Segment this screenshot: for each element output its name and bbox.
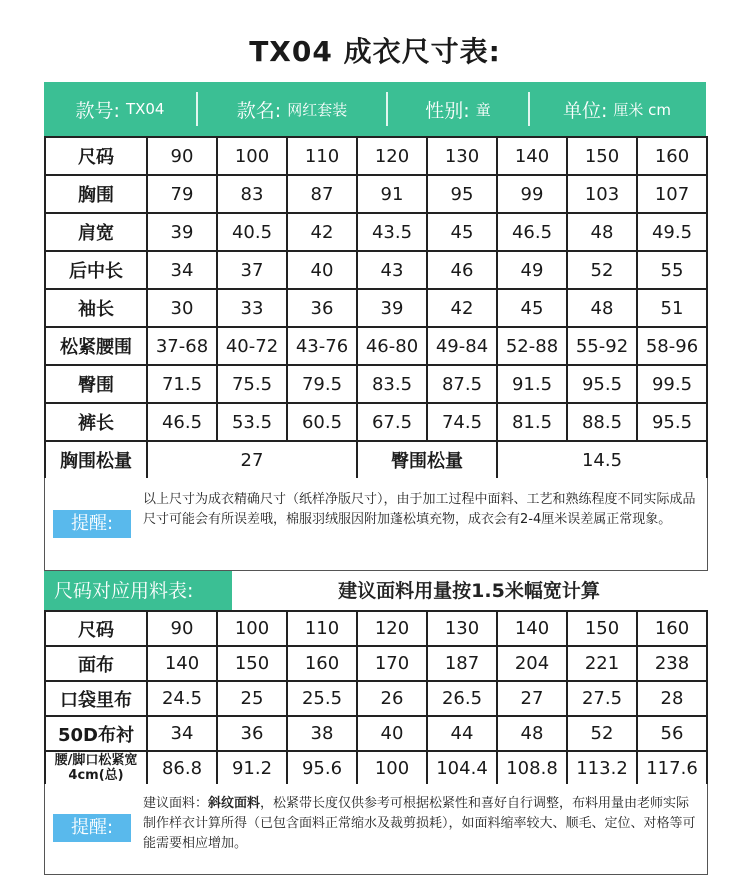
value-cell: 34 xyxy=(147,251,217,289)
value-cell: 52 xyxy=(567,251,637,289)
gender-label: 性别: xyxy=(425,99,470,122)
value-cell: 45 xyxy=(427,213,497,251)
value-cell: 87.5 xyxy=(427,365,497,403)
fabric-table xyxy=(44,610,708,786)
value-cell: 79 xyxy=(147,175,217,213)
page-title: TX04 成衣尺寸表: xyxy=(249,35,501,68)
value-cell: 43-76 xyxy=(287,327,357,365)
size-cell: 90 xyxy=(147,137,217,175)
value-cell: 113.2 xyxy=(567,751,637,785)
table-header-row xyxy=(45,137,707,175)
value-cell: 79.5 xyxy=(287,365,357,403)
unit-value: 厘米 cm xyxy=(613,100,672,119)
fabric-strip xyxy=(44,570,706,611)
value-cell: 44 xyxy=(427,716,497,751)
value-cell: 40 xyxy=(357,716,427,751)
chest-ease-label: 胸围松量 xyxy=(45,441,147,479)
gender-value: 童 xyxy=(475,100,491,119)
value-cell: 238 xyxy=(637,646,707,681)
size-cell: 150 xyxy=(567,137,637,175)
ease-row xyxy=(45,441,707,479)
size-table xyxy=(44,136,708,480)
value-cell: 52-88 xyxy=(497,327,567,365)
value-cell: 71.5 xyxy=(147,365,217,403)
value-cell: 95.6 xyxy=(287,751,357,785)
value-cell: 45 xyxy=(497,289,567,327)
value-cell: 55-92 xyxy=(567,327,637,365)
row-label-cell: 后中长 xyxy=(45,251,147,289)
value-cell: 49.5 xyxy=(637,213,707,251)
value-cell: 221 xyxy=(567,646,637,681)
size-header-cell: 尺码 xyxy=(45,611,147,646)
table-row xyxy=(45,646,707,681)
value-cell: 56 xyxy=(637,716,707,751)
fabric-strip-label: 尺码对应用料表: xyxy=(44,571,232,611)
chest-ease-value: 27 xyxy=(147,441,357,479)
table-row xyxy=(45,716,707,751)
row-label-cell: 臀围 xyxy=(45,365,147,403)
name-label: 款名: xyxy=(236,99,282,122)
info-divider xyxy=(386,92,388,126)
fabric-reminder-rest: ，松紧带长度仅供参考可根据松紧性和喜好自行调整，布料用量由老师实际制作样衣计算所得（已包含面料正常缩水及裁剪损耗），如面料缩率较大、顺毛、定位、对格等可能需要相应增加。 xyxy=(143,796,696,851)
info-divider xyxy=(196,92,198,126)
value-cell: 104.4 xyxy=(427,751,497,785)
value-cell: 52 xyxy=(567,716,637,751)
value-cell: 140 xyxy=(147,646,217,681)
table-row xyxy=(45,403,707,441)
reminder-box xyxy=(44,478,708,571)
value-cell: 81.5 xyxy=(497,403,567,441)
style-no-cell xyxy=(44,82,196,136)
value-cell: 103 xyxy=(567,175,637,213)
row-label-cell: 50D布衬 xyxy=(45,716,147,751)
value-cell: 42 xyxy=(287,213,357,251)
value-cell: 39 xyxy=(147,213,217,251)
value-cell: 25.5 xyxy=(287,681,357,716)
value-cell: 75.5 xyxy=(217,365,287,403)
value-cell: 26 xyxy=(357,681,427,716)
value-cell: 117.6 xyxy=(637,751,707,785)
fabric-reminder-box xyxy=(44,784,708,875)
value-cell: 86.8 xyxy=(147,751,217,785)
size-cell: 100 xyxy=(217,137,287,175)
row-label-cell: 松紧腰围 xyxy=(45,327,147,365)
value-cell: 43 xyxy=(357,251,427,289)
table-row xyxy=(45,751,707,785)
size-cell: 140 xyxy=(497,137,567,175)
value-cell: 107 xyxy=(637,175,707,213)
row-label-cell: 口袋里布 xyxy=(45,681,147,716)
table-row xyxy=(45,327,707,365)
fabric-reminder-bold: 斜纹面料 xyxy=(208,796,261,811)
table-row xyxy=(45,251,707,289)
value-cell: 26.5 xyxy=(427,681,497,716)
value-cell: 91.5 xyxy=(497,365,567,403)
value-cell: 48 xyxy=(567,289,637,327)
table-header-row xyxy=(45,611,707,646)
hip-ease-value: 14.5 xyxy=(497,441,707,479)
value-cell: 30 xyxy=(147,289,217,327)
info-bar xyxy=(44,82,706,136)
size-header-cell: 尺码 xyxy=(45,137,147,175)
value-cell: 40 xyxy=(287,251,357,289)
value-cell: 108.8 xyxy=(497,751,567,785)
value-cell: 25 xyxy=(217,681,287,716)
value-cell: 87 xyxy=(287,175,357,213)
value-cell: 42 xyxy=(427,289,497,327)
value-cell: 36 xyxy=(217,716,287,751)
value-cell: 39 xyxy=(357,289,427,327)
table-row xyxy=(45,175,707,213)
size-cell: 130 xyxy=(427,137,497,175)
value-cell: 51 xyxy=(637,289,707,327)
size-cell: 110 xyxy=(287,137,357,175)
value-cell: 55 xyxy=(637,251,707,289)
fabric-reminder-prefix: 建议面料： xyxy=(143,796,209,811)
value-cell: 91.2 xyxy=(217,751,287,785)
row-label-cell: 肩宽 xyxy=(45,213,147,251)
value-cell: 99 xyxy=(497,175,567,213)
unit-label: 单位: xyxy=(562,99,608,122)
value-cell: 27 xyxy=(497,681,567,716)
table-row xyxy=(45,365,707,403)
name-value: 网红套装 xyxy=(287,100,348,119)
table-row xyxy=(45,213,707,251)
value-cell: 49-84 xyxy=(427,327,497,365)
value-cell: 160 xyxy=(287,646,357,681)
value-cell: 95 xyxy=(427,175,497,213)
value-cell: 24.5 xyxy=(147,681,217,716)
value-cell: 27.5 xyxy=(567,681,637,716)
value-cell: 83 xyxy=(217,175,287,213)
value-cell: 46 xyxy=(427,251,497,289)
value-cell: 95.5 xyxy=(567,365,637,403)
fabric-reminder-badge: 提醒: xyxy=(53,814,131,842)
value-cell: 37-68 xyxy=(147,327,217,365)
value-cell: 46.5 xyxy=(147,403,217,441)
value-cell: 33 xyxy=(217,289,287,327)
style-no-value: TX04 xyxy=(125,100,165,118)
value-cell: 150 xyxy=(217,646,287,681)
size-cell: 90 xyxy=(147,611,217,646)
value-cell: 58-96 xyxy=(637,327,707,365)
size-cell: 150 xyxy=(567,611,637,646)
value-cell: 91 xyxy=(357,175,427,213)
size-cell: 140 xyxy=(497,611,567,646)
value-cell: 100 xyxy=(357,751,427,785)
row-label-cell: 裤长 xyxy=(45,403,147,441)
value-cell: 187 xyxy=(427,646,497,681)
hip-ease-label: 臀围松量 xyxy=(357,441,497,479)
value-cell: 34 xyxy=(147,716,217,751)
value-cell: 43.5 xyxy=(357,213,427,251)
reminder-badge: 提醒: xyxy=(53,510,131,538)
value-cell: 37 xyxy=(217,251,287,289)
row-label-cell: 腰/脚口松紧宽4cm(总) xyxy=(45,751,147,785)
size-cell: 160 xyxy=(637,137,707,175)
row-label-cell: 袖长 xyxy=(45,289,147,327)
value-cell: 36 xyxy=(287,289,357,327)
value-cell: 170 xyxy=(357,646,427,681)
value-cell: 40-72 xyxy=(217,327,287,365)
name-cell xyxy=(198,82,386,136)
value-cell: 48 xyxy=(567,213,637,251)
value-cell: 83.5 xyxy=(357,365,427,403)
value-cell: 28 xyxy=(637,681,707,716)
value-cell: 49 xyxy=(497,251,567,289)
value-cell: 88.5 xyxy=(567,403,637,441)
table-row xyxy=(45,681,707,716)
value-cell: 60.5 xyxy=(287,403,357,441)
row-label-cell: 面布 xyxy=(45,646,147,681)
value-cell: 99.5 xyxy=(637,365,707,403)
fabric-reminder-text xyxy=(143,794,697,854)
value-cell: 48 xyxy=(497,716,567,751)
size-cell: 160 xyxy=(637,611,707,646)
value-cell: 67.5 xyxy=(357,403,427,441)
size-cell: 100 xyxy=(217,611,287,646)
unit-cell xyxy=(530,82,704,136)
fabric-recommendation: 建议面料用量按1.5米幅宽计算 xyxy=(338,580,600,602)
table-row xyxy=(45,289,707,327)
value-cell: 204 xyxy=(497,646,567,681)
size-cell: 120 xyxy=(357,611,427,646)
value-cell: 46.5 xyxy=(497,213,567,251)
value-cell: 46-80 xyxy=(357,327,427,365)
size-cell: 110 xyxy=(287,611,357,646)
size-cell: 130 xyxy=(427,611,497,646)
size-cell: 120 xyxy=(357,137,427,175)
value-cell: 40.5 xyxy=(217,213,287,251)
info-divider xyxy=(528,92,530,126)
value-cell: 95.5 xyxy=(637,403,707,441)
gender-cell xyxy=(388,82,528,136)
reminder-text: 以上尺寸为成衣精确尺寸（纸样净版尺寸），由于加工过程中面料、工艺和熟练程度不同实际成品尺寸可能会有所误差哦，棉服羽绒服因附加蓬松填充物，成衣会有2-4厘米误差属正常现象。 xyxy=(143,492,696,527)
row-label-cell: 胸围 xyxy=(45,175,147,213)
value-cell: 38 xyxy=(287,716,357,751)
style-no-label: 款号: xyxy=(75,99,120,122)
value-cell: 74.5 xyxy=(427,403,497,441)
value-cell: 53.5 xyxy=(217,403,287,441)
